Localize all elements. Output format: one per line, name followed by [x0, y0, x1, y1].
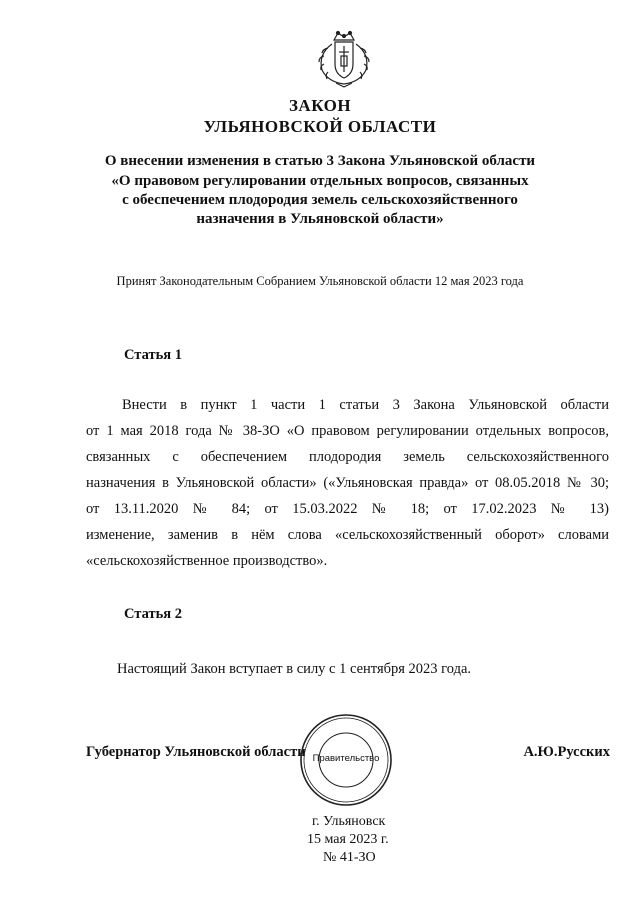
coat-of-arms-emblem	[310, 28, 378, 90]
article2-heading: Статья 2	[124, 606, 182, 622]
article2-text: Настоящий Закон вступает в силу с 1 сентября 2023 года.	[117, 661, 472, 677]
article1-line: от 1 мая 2018 года № 38-ЗО «О правовом регулировании отдельных вопросов,	[86, 423, 609, 439]
footer-date: 15 мая 2023 г.	[307, 832, 389, 847]
article1-line: «сельскохозяйственное производство».	[86, 553, 328, 569]
article1-line: изменение, заменив в нём слова «сельскохозяйственный оборот» словами	[86, 527, 609, 543]
official-seal	[298, 712, 394, 808]
governor-position: Губернатор Ульяновской области	[86, 744, 306, 760]
article1-heading: Статья 1	[124, 347, 182, 363]
law-title-line1: ЗАКОН	[288, 96, 352, 115]
article1-line: от 13.11.2020 № 84; от 15.03.2022 № 18; от 17.02.2023 № 13)	[86, 501, 609, 517]
law-subtitle-line3: с обеспечением плодородия земель сельскохозяйственного	[122, 192, 518, 208]
article1-line: связанных с обеспечением плодородия земель сельскохозяйственного	[86, 449, 609, 465]
seal-label: Правительство	[312, 753, 380, 764]
governor-name: А.Ю.Русских	[523, 744, 610, 760]
article1-line: назначения в Ульяновской области» («Ульяновская правда» от 08.05.2018 № 30;	[86, 475, 609, 491]
adoption-note: Принят Законодательным Собранием Ульяновской области 12 мая 2023 года	[116, 274, 524, 288]
law-subtitle-line2: «О правовом регулировании отдельных вопросов, связанных	[111, 173, 529, 189]
footer-number: № 41-ЗО	[323, 850, 376, 865]
law-subtitle-line1: О внесении изменения в статью 3 Закона Ульяновской области	[104, 153, 536, 169]
law-title-line2: УЛЬЯНОВСКОЙ ОБЛАСТИ	[203, 117, 437, 136]
article1-line: Внести в пункт 1 части 1 статьи 3 Закона Ульяновской области	[122, 397, 609, 413]
footer-city: г. Ульяновск	[312, 814, 386, 829]
law-subtitle-line4: назначения в Ульяновской области»	[196, 211, 444, 227]
